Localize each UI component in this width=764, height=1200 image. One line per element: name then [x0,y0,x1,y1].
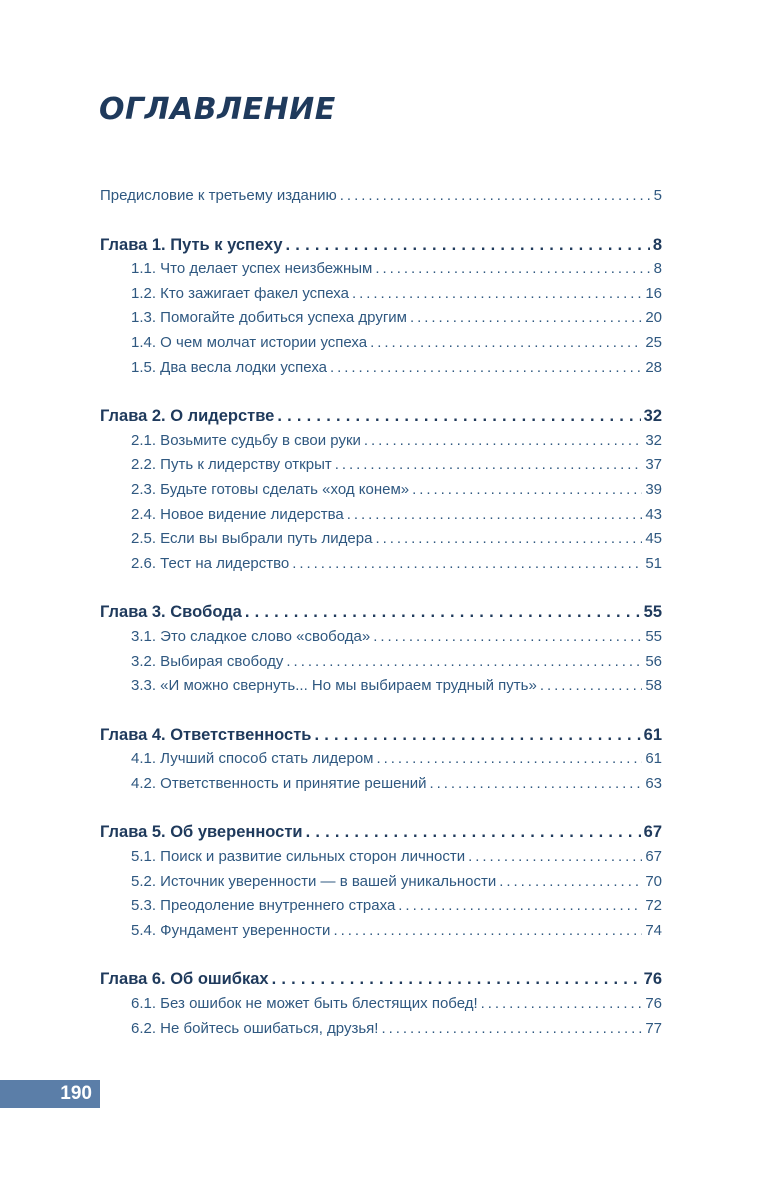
toc-entry-page: 58 [645,677,662,695]
leader-dots [330,356,642,381]
leader-dots [352,282,642,307]
leader-dots [370,331,642,356]
toc-entry-page: 8 [653,260,662,278]
toc-entry-text: Глава 5. Об уверенности [100,823,303,842]
leader-dots [245,600,641,625]
toc-entry-text: 2.3. Будьте готовы сделать «ход конем» [131,480,410,498]
toc-entry-text: Глава 1. Путь к успеху [100,235,283,254]
toc-chapter-group [100,404,662,576]
toc-chapter[interactable] [100,404,662,429]
toc-entry-page: 76 [645,995,662,1013]
toc-entry-text: 2.4. Новое видение лидерства [131,505,344,523]
toc-section[interactable] [100,650,662,675]
toc-entry-page: 5 [653,187,662,204]
toc-entry-page: 76 [643,970,662,989]
toc-entry-page: 77 [645,1019,662,1037]
toc-section[interactable] [100,478,662,503]
toc-entry-text: 1.2. Кто зажигает факел успеха [131,284,349,302]
table-of-contents [100,184,662,1041]
toc-entry-page: 61 [645,750,662,768]
leader-dots [286,650,642,675]
toc-entry-page: 56 [645,652,662,670]
toc-entry-text: Глава 3. Свобода [100,603,242,622]
leader-dots [540,674,643,699]
leader-dots [340,184,651,209]
toc-chapter-group [100,723,662,797]
toc-entry-page: 43 [645,505,662,523]
page-number-badge: 190 [0,1080,100,1108]
toc-section[interactable] [100,257,662,282]
toc-entry-text: 2.6. Тест на лидерство [131,554,290,572]
leader-dots [375,257,650,282]
toc-entry-text: 4.2. Ответственность и принятие решений [131,774,427,792]
toc-chapter-group [100,967,662,1041]
toc-entry-preface[interactable] [100,184,662,209]
toc-section[interactable] [100,845,662,870]
toc-entry-page: 55 [643,603,662,622]
toc-entry-text: 1.5. Два весла лодки успеха [131,358,327,376]
leader-dots [468,845,642,870]
leader-dots [335,453,643,478]
toc-entry-page: 51 [645,554,662,572]
toc-section[interactable] [100,282,662,307]
leader-dots [272,967,641,992]
toc-chapter[interactable] [100,600,662,625]
toc-entry-page: 16 [645,284,662,302]
leader-dots [286,233,650,258]
leader-dots [333,919,642,944]
page-title: ОГЛАВЛЕНИЕ [99,92,336,127]
toc-section[interactable] [100,992,662,1017]
toc-entry-page: 74 [645,921,662,939]
toc-entry-page: 8 [652,235,662,254]
toc-entry-text: 2.5. Если вы выбрали путь лидера [131,530,373,548]
toc-chapter[interactable] [100,233,662,258]
toc-section[interactable] [100,747,662,772]
leader-dots [277,404,640,429]
toc-section[interactable] [100,306,662,331]
toc-section[interactable] [100,453,662,478]
toc-section[interactable] [100,1017,662,1042]
toc-entry-text: 2.2. Путь к лидерству открыт [131,456,332,474]
leader-dots [364,429,642,454]
toc-chapter-group [100,233,662,381]
toc-entry-text: 3.3. «И можно свернуть... Но мы выбираем трудный путь» [131,677,537,695]
toc-section[interactable] [100,356,662,381]
toc-entry-text: Глава 2. О лидерстве [100,407,275,426]
toc-entry-page: 55 [645,627,662,645]
toc-entry-page: 25 [645,333,662,351]
toc-section[interactable] [100,527,662,552]
toc-entry-page: 45 [645,530,662,548]
toc-section[interactable] [100,429,662,454]
toc-entry-text: Предисловие к третьему изданию [100,187,337,204]
toc-entry-text: 2.1. Возьмите судьбу в свои руки [131,431,361,449]
toc-section[interactable] [100,331,662,356]
toc-entry-page: 37 [645,456,662,474]
leader-dots [306,820,641,845]
toc-entry-text: 5.1. Поиск и развитие сильных сторон личности [131,848,466,866]
leader-dots [381,1017,642,1042]
toc-section[interactable] [100,625,662,650]
leader-dots [412,478,642,503]
toc-section[interactable] [100,870,662,895]
leader-dots [430,772,643,797]
toc-entry-page: 32 [645,431,662,449]
toc-entry-page: 20 [645,309,662,327]
toc-chapter-group [100,820,662,943]
toc-entry-text: 5.2. Источник уверенности — в вашей уникальности [131,872,497,890]
toc-entry-page: 28 [645,358,662,376]
toc-section[interactable] [100,674,662,699]
leader-dots [499,870,642,895]
toc-chapter[interactable] [100,723,662,748]
leader-dots [410,306,642,331]
toc-chapter[interactable] [100,820,662,845]
toc-section[interactable] [100,503,662,528]
toc-entry-text: 6.1. Без ошибок не может быть блестящих побед! [131,995,478,1013]
toc-chapter[interactable] [100,967,662,992]
toc-entry-text: 5.3. Преодоление внутреннего страха [131,897,396,915]
toc-entry-text: 1.3. Помогайте добиться успеха другим [131,309,407,327]
toc-section[interactable] [100,919,662,944]
toc-section[interactable] [100,552,662,577]
toc-entry-page: 67 [645,848,662,866]
leader-dots [481,992,643,1017]
leader-dots [377,747,643,772]
toc-section[interactable] [100,894,662,919]
leader-dots [347,503,643,528]
toc-entry-text: 5.4. Фундамент уверенности [131,921,331,939]
toc-entry-text: 3.1. Это сладкое слово «свобода» [131,627,371,645]
toc-section[interactable] [100,772,662,797]
toc-entry-text: 6.2. Не бойтесь ошибаться, друзья! [131,1019,379,1037]
toc-chapter-group [100,600,662,698]
toc-entry-page: 63 [645,774,662,792]
leader-dots [314,723,640,748]
toc-entry-text: 3.2. Выбирая свободу [131,652,284,670]
toc-entry-page: 72 [645,897,662,915]
toc-entry-page: 70 [645,872,662,890]
leader-dots [292,552,642,577]
toc-entry-page: 32 [643,407,662,426]
leader-dots [375,527,642,552]
toc-entry-text: 4.1. Лучший способ стать лидером [131,750,374,768]
toc-preface-group [100,184,662,209]
toc-entry-text: 1.4. О чем молчат истории успеха [131,333,368,351]
toc-entry-page: 39 [645,480,662,498]
toc-entry-page: 67 [643,823,662,842]
toc-entry-text: 1.1. Что делает успех неизбежным [131,260,373,278]
leader-dots [398,894,642,919]
leader-dots [373,625,642,650]
toc-entry-page: 61 [643,725,662,744]
toc-entry-text: Глава 4. Ответственность [100,725,312,744]
toc-entry-text: Глава 6. Об ошибках [100,970,269,989]
